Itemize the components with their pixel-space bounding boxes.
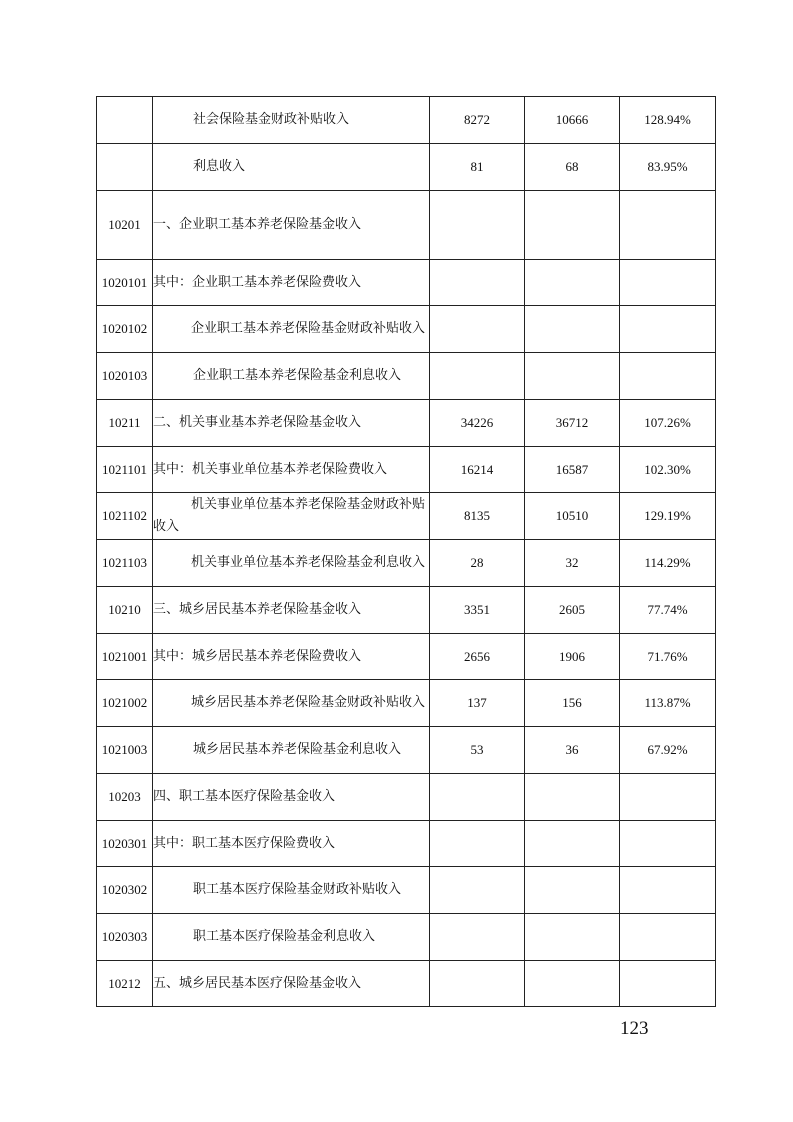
subject-code: 1021101 bbox=[97, 447, 153, 493]
subject-name: 四、职工基本医疗保险基金收入 bbox=[153, 789, 336, 804]
actual-value bbox=[525, 821, 620, 867]
subject-name-cell bbox=[153, 191, 430, 260]
budget-value: 34226 bbox=[430, 400, 525, 447]
subject-name-cell bbox=[153, 821, 430, 867]
subject-name: 一、企业职工基本养老保险基金收入 bbox=[153, 217, 362, 232]
subject-name: 企业职工基本养老保险基金财政补贴收入 bbox=[191, 321, 426, 336]
actual-value: 10666 bbox=[525, 97, 620, 144]
subject-name-cell bbox=[153, 727, 430, 774]
subject-code: 10201 bbox=[97, 191, 153, 260]
budget-table bbox=[96, 96, 716, 1007]
actual-value: 156 bbox=[525, 680, 620, 727]
subject-name-cell bbox=[153, 144, 430, 191]
table-row bbox=[97, 680, 716, 727]
subject-code: 1020302 bbox=[97, 867, 153, 914]
subject-code: 1020101 bbox=[97, 260, 153, 306]
subject-name-cell bbox=[153, 680, 430, 727]
actual-value: 36 bbox=[525, 727, 620, 774]
subject-name: 机关事业单位基本养老保险基金财政补贴收入 bbox=[153, 497, 426, 534]
budget-value bbox=[430, 961, 525, 1007]
subject-code bbox=[97, 144, 153, 191]
subject-name-cell bbox=[153, 447, 430, 493]
subject-code: 10203 bbox=[97, 774, 153, 821]
subject-code: 1021103 bbox=[97, 540, 153, 587]
table-row bbox=[97, 144, 716, 191]
completion-rate: 107.26% bbox=[620, 400, 716, 447]
subject-name-cell bbox=[153, 867, 430, 914]
actual-value bbox=[525, 260, 620, 306]
table-body bbox=[97, 97, 716, 1007]
subject-name-cell bbox=[153, 260, 430, 306]
subject-code: 1020301 bbox=[97, 821, 153, 867]
subject-name: 其中：职工基本医疗保险费收入 bbox=[153, 835, 336, 851]
subject-name: 五、城乡居民基本医疗保险基金收入 bbox=[153, 975, 362, 991]
subject-name: 社会保险基金财政补贴收入 bbox=[193, 112, 350, 127]
subject-name: 其中：机关事业单位基本养老保险费收入 bbox=[153, 461, 388, 477]
actual-value: 68 bbox=[525, 144, 620, 191]
budget-value bbox=[430, 821, 525, 867]
subject-name: 企业职工基本养老保险基金利息收入 bbox=[193, 368, 402, 383]
subject-name: 其中：城乡居民基本养老保险费收入 bbox=[153, 648, 362, 664]
subject-name: 职工基本医疗保险基金财政补贴收入 bbox=[193, 882, 402, 897]
actual-value bbox=[525, 774, 620, 821]
table-row bbox=[97, 400, 716, 447]
completion-rate: 113.87% bbox=[620, 680, 716, 727]
subject-code: 1020303 bbox=[97, 914, 153, 961]
subject-code: 10211 bbox=[97, 400, 153, 447]
completion-rate bbox=[620, 191, 716, 260]
budget-value: 53 bbox=[430, 727, 525, 774]
table-row bbox=[97, 774, 716, 821]
budget-value bbox=[430, 774, 525, 821]
actual-value bbox=[525, 353, 620, 400]
budget-value: 16214 bbox=[430, 447, 525, 493]
table-row bbox=[97, 821, 716, 867]
subject-name: 三、城乡居民基本养老保险基金收入 bbox=[153, 602, 362, 617]
subject-name: 其中：企业职工基本养老保险费收入 bbox=[153, 274, 362, 290]
subject-code: 1021003 bbox=[97, 727, 153, 774]
completion-rate bbox=[620, 260, 716, 306]
completion-rate bbox=[620, 774, 716, 821]
subject-name: 城乡居民基本养老保险基金财政补贴收入 bbox=[191, 695, 426, 710]
subject-name-cell bbox=[153, 540, 430, 587]
budget-value bbox=[430, 353, 525, 400]
completion-rate: 114.29% bbox=[620, 540, 716, 587]
table-row bbox=[97, 306, 716, 353]
completion-rate: 71.76% bbox=[620, 634, 716, 680]
actual-value bbox=[525, 961, 620, 1007]
actual-value bbox=[525, 191, 620, 260]
subject-name-cell bbox=[153, 353, 430, 400]
subject-name-cell bbox=[153, 914, 430, 961]
actual-value: 1906 bbox=[525, 634, 620, 680]
subject-name-cell bbox=[153, 587, 430, 634]
completion-rate bbox=[620, 914, 716, 961]
budget-value: 81 bbox=[430, 144, 525, 191]
budget-value bbox=[430, 914, 525, 961]
actual-value: 16587 bbox=[525, 447, 620, 493]
subject-name-cell bbox=[153, 306, 430, 353]
table-row bbox=[97, 353, 716, 400]
subject-name-cell bbox=[153, 97, 430, 144]
actual-value bbox=[525, 914, 620, 961]
budget-value bbox=[430, 867, 525, 914]
subject-name-cell bbox=[153, 493, 430, 540]
completion-rate: 102.30% bbox=[620, 447, 716, 493]
budget-value: 8135 bbox=[430, 493, 525, 540]
budget-value: 8272 bbox=[430, 97, 525, 144]
subject-name-cell bbox=[153, 774, 430, 821]
budget-value: 137 bbox=[430, 680, 525, 727]
subject-code: 1021002 bbox=[97, 680, 153, 727]
subject-name: 二、机关事业基本养老保险基金收入 bbox=[153, 415, 362, 430]
table-row bbox=[97, 961, 716, 1007]
table-row bbox=[97, 191, 716, 260]
subject-code: 1021102 bbox=[97, 493, 153, 540]
subject-code bbox=[97, 97, 153, 144]
actual-value bbox=[525, 306, 620, 353]
table-row bbox=[97, 493, 716, 540]
table-row bbox=[97, 727, 716, 774]
subject-code: 1020103 bbox=[97, 353, 153, 400]
table-row bbox=[97, 540, 716, 587]
table-row bbox=[97, 447, 716, 493]
completion-rate bbox=[620, 821, 716, 867]
actual-value: 32 bbox=[525, 540, 620, 587]
budget-value bbox=[430, 191, 525, 260]
completion-rate: 67.92% bbox=[620, 727, 716, 774]
completion-rate: 129.19% bbox=[620, 493, 716, 540]
completion-rate: 77.74% bbox=[620, 587, 716, 634]
table-row bbox=[97, 867, 716, 914]
completion-rate bbox=[620, 961, 716, 1007]
completion-rate bbox=[620, 867, 716, 914]
subject-name-cell bbox=[153, 634, 430, 680]
budget-value bbox=[430, 260, 525, 306]
table-row bbox=[97, 97, 716, 144]
subject-code: 10210 bbox=[97, 587, 153, 634]
actual-value: 2605 bbox=[525, 587, 620, 634]
table-row bbox=[97, 634, 716, 680]
subject-name-cell bbox=[153, 961, 430, 1007]
subject-name-cell bbox=[153, 400, 430, 447]
completion-rate bbox=[620, 306, 716, 353]
completion-rate: 128.94% bbox=[620, 97, 716, 144]
actual-value bbox=[525, 867, 620, 914]
table-row bbox=[97, 587, 716, 634]
subject-code: 1021001 bbox=[97, 634, 153, 680]
page-number: 123 bbox=[620, 1018, 649, 1039]
subject-name: 机关事业单位基本养老保险基金利息收入 bbox=[191, 555, 426, 570]
actual-value: 36712 bbox=[525, 400, 620, 447]
completion-rate bbox=[620, 353, 716, 400]
budget-value: 3351 bbox=[430, 587, 525, 634]
table-row bbox=[97, 914, 716, 961]
subject-name: 利息收入 bbox=[193, 159, 246, 174]
subject-name: 城乡居民基本养老保险基金利息收入 bbox=[193, 742, 402, 757]
budget-value: 28 bbox=[430, 540, 525, 587]
subject-code: 1020102 bbox=[97, 306, 153, 353]
table-row bbox=[97, 260, 716, 306]
subject-code: 10212 bbox=[97, 961, 153, 1007]
subject-name: 职工基本医疗保险基金利息收入 bbox=[193, 929, 376, 944]
actual-value: 10510 bbox=[525, 493, 620, 540]
completion-rate: 83.95% bbox=[620, 144, 716, 191]
budget-value: 2656 bbox=[430, 634, 525, 680]
budget-value bbox=[430, 306, 525, 353]
